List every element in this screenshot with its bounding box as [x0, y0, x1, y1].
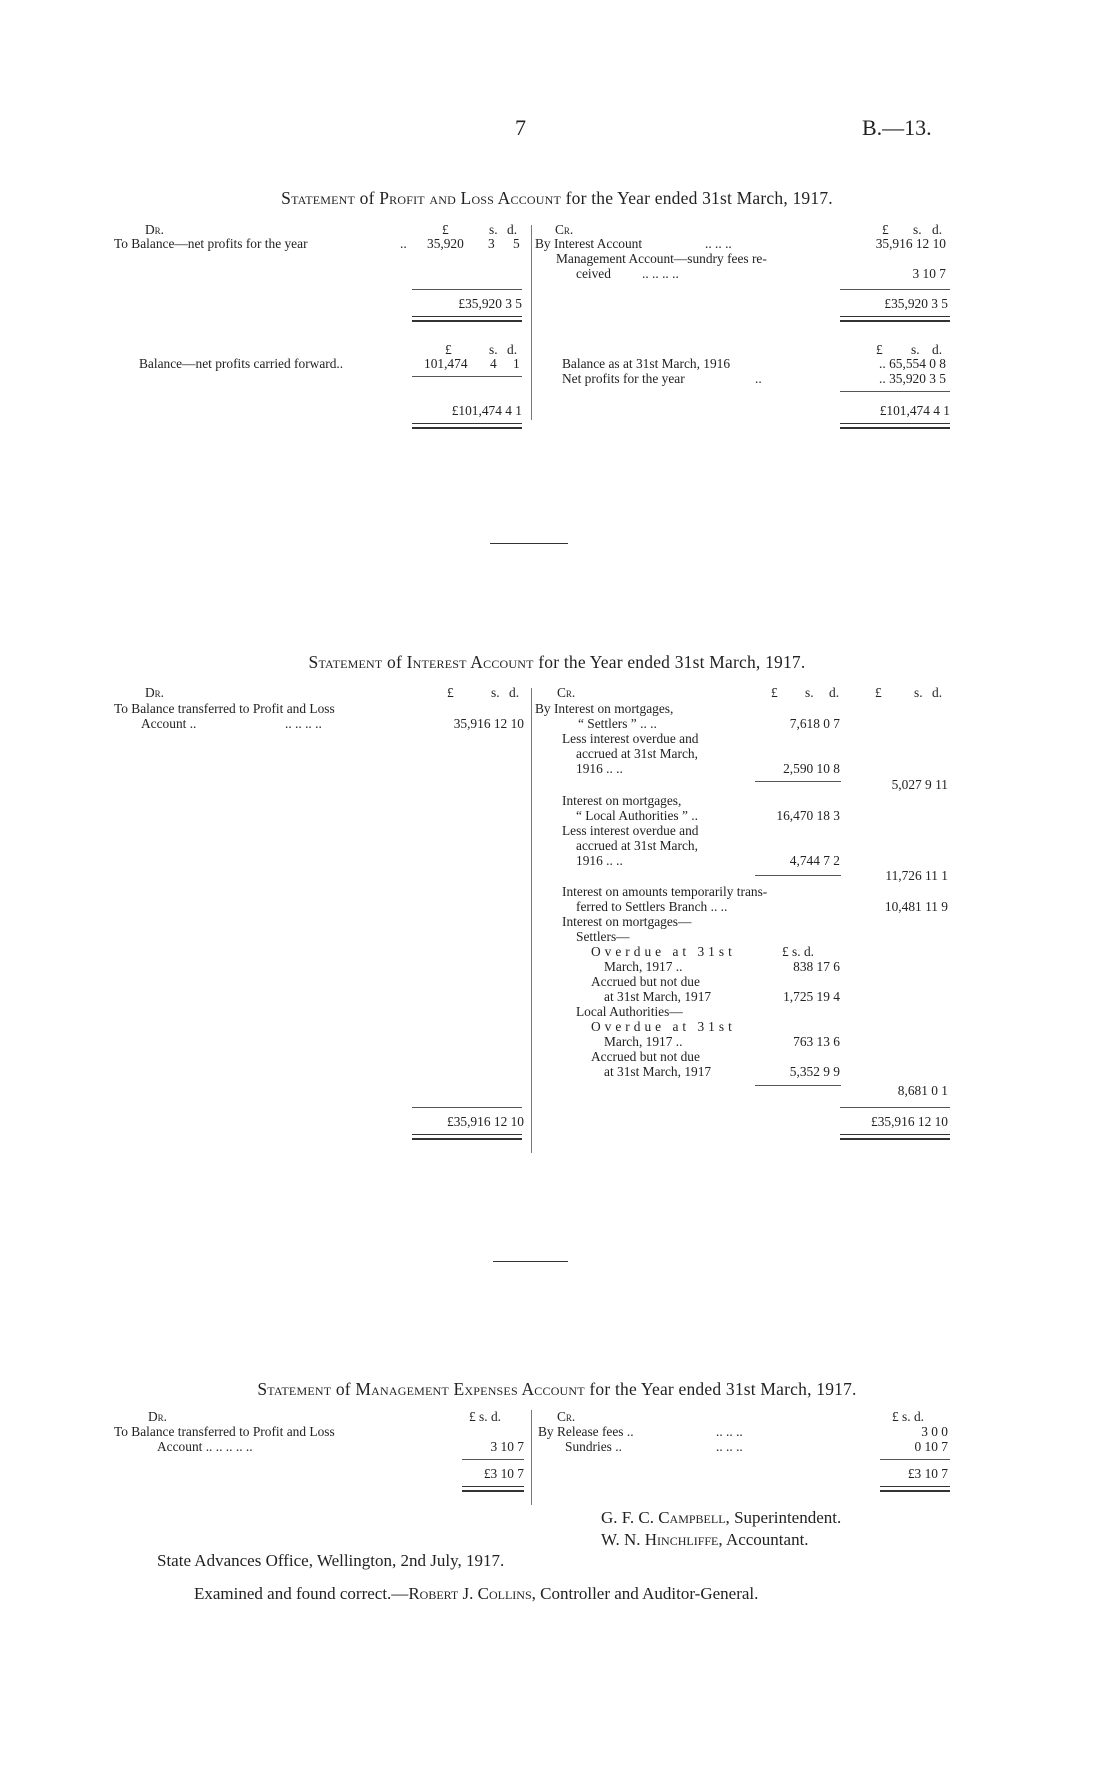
dr-total: £3 10 7 [483, 1466, 524, 1481]
title-word: Statement [281, 188, 356, 208]
col-pound: £ [445, 342, 452, 357]
cr-line: March, 1917 .. [604, 959, 683, 974]
cr-line: Local Authorities— [576, 1004, 683, 1019]
cr-entry-amount: .. 35,920 3 5 [879, 371, 946, 386]
cr-line: “ Settlers ” .. .. [578, 716, 657, 731]
dr-label: Dr. [145, 222, 165, 237]
cr-amount: 16,470 18 3 [776, 808, 840, 823]
total-rule [412, 423, 522, 429]
section-separator [493, 1261, 568, 1262]
cr-amount: 2,590 10 8 [783, 761, 840, 776]
cr-line: Accrued but not due [591, 1049, 700, 1064]
title-word: Profit and Loss Account [379, 188, 562, 208]
cr-entry-dots: .. .. .. [705, 236, 732, 251]
col-s: s. [911, 342, 920, 357]
dr-entry-pounds: 101,474 [424, 356, 468, 371]
cr-entry-label: By Interest Account [535, 236, 643, 251]
sum-rule [412, 289, 522, 290]
cr-total: £3 10 7 [907, 1466, 948, 1481]
sum-rule [755, 1085, 841, 1086]
dr-entry-label: To Balance transferred to Profit and Loss [114, 701, 335, 716]
total-rule [840, 423, 950, 429]
auditor-line [194, 1584, 758, 1604]
col-s: s. [805, 685, 814, 700]
col-pound: £ [875, 685, 882, 700]
cr-subtotal: 5,027 9 11 [891, 777, 948, 792]
cr-subtotal: 10,481 11 9 [884, 899, 948, 914]
cr-label: Cr. [557, 685, 576, 700]
auditor-name: Robert J. Collins, [408, 1584, 536, 1603]
signature-accountant [601, 1530, 809, 1550]
dr-entry-amount: 3 10 7 [490, 1439, 524, 1454]
cr-subcolumn-head: £ s. d. [782, 944, 814, 959]
dr-entry-pence: 1 [513, 356, 520, 371]
total-rule [880, 1486, 950, 1492]
dr-label: Dr. [145, 685, 165, 700]
cr-total: £35,916 12 10 [871, 1114, 948, 1129]
cr-entry-dots: .. .. .. [716, 1424, 743, 1439]
sum-rule [755, 875, 841, 876]
signature-superintendent [601, 1508, 841, 1528]
dr-total: £101,474 4 1 [451, 403, 522, 418]
page-number: 7 [515, 115, 526, 140]
cr-subtotal: 11,726 11 1 [885, 868, 948, 883]
cr-line: at 31st March, 1917 [604, 989, 712, 1004]
column-divider [531, 225, 532, 420]
cr-line: Settlers— [576, 929, 630, 944]
col-s: s. [914, 685, 923, 700]
column-divider [531, 688, 532, 1153]
cr-entry-dots: .. .. .. [716, 1439, 743, 1454]
col-pound: £ [447, 685, 454, 700]
cr-entry-label: Net profits for the year [562, 371, 685, 386]
cr-entry-amount: .. 65,554 0 8 [879, 356, 946, 371]
col-d: d. [509, 685, 520, 700]
title-word: of [359, 188, 375, 208]
cr-line: Interest on mortgages— [562, 914, 692, 929]
cr-entry-amount: 3 0 0 [921, 1424, 948, 1439]
cr-entry-dots: .. [755, 371, 762, 386]
sum-rule [412, 376, 522, 377]
document-reference: B.—13. [862, 115, 932, 140]
cr-total: £35,920 3 5 [884, 296, 948, 311]
title-word: for the Year ended 31st March, 1917. [538, 652, 806, 672]
cr-label: Cr. [555, 222, 574, 237]
interest-title [0, 652, 1114, 673]
dr-entry-pence: 5 [513, 236, 520, 251]
total-rule [412, 316, 522, 322]
title-word: Statement [308, 652, 383, 672]
cr-line: accrued at 31st March, [576, 838, 698, 853]
total-rule [462, 1486, 524, 1492]
col-s: s. [491, 685, 500, 700]
col-pound: £ [771, 685, 778, 700]
cr-line: accrued at 31st March, [576, 746, 698, 761]
col-d: d. [932, 685, 943, 700]
total-rule [412, 1134, 522, 1140]
cr-line: Less interest overdue and [562, 823, 699, 838]
cr-line: ferred to Settlers Branch .. .. [576, 899, 728, 914]
col-d: d. [932, 342, 943, 357]
cr-line: 1916 .. .. [576, 853, 623, 868]
column-divider [531, 1410, 532, 1505]
cr-line: March, 1917 .. [604, 1034, 683, 1049]
col-head: £ s. d. [469, 1409, 501, 1424]
cr-entry-label: ceived [576, 266, 611, 281]
signatory-role: Superintendent. [734, 1508, 842, 1527]
cr-label: Cr. [557, 1409, 576, 1424]
cr-amount: 4,744 7 2 [789, 853, 840, 868]
cr-total: £101,474 4 1 [879, 403, 950, 418]
cr-amount: 838 17 6 [793, 959, 840, 974]
cr-entry-label: Management Account—sundry fees re- [556, 251, 767, 266]
col-pound: £ [876, 342, 883, 357]
section-separator [490, 543, 568, 544]
col-d: d. [507, 222, 518, 237]
sum-rule [840, 1107, 950, 1108]
cr-amount: 1,725 19 4 [783, 989, 840, 1004]
cr-line: Overdue at 31st [591, 1019, 736, 1034]
dr-total: £35,916 12 10 [447, 1114, 524, 1129]
cr-line: Accrued but not due [591, 974, 700, 989]
cr-line: Less interest overdue and [562, 731, 699, 746]
signatory-name: G. F. C. Campbell, [601, 1508, 730, 1527]
cr-line: Overdue at 31st [591, 944, 736, 959]
dr-entry-label: Balance—net profits carried forward.. [139, 356, 344, 371]
col-d: d. [829, 685, 840, 700]
col-d: d. [932, 222, 943, 237]
management-title [0, 1379, 1114, 1400]
cr-entry-amount: 0 10 7 [914, 1439, 948, 1454]
cr-entry-label: By Release fees .. [538, 1424, 634, 1439]
dr-entry-amount: 35,916 12 10 [453, 716, 524, 731]
cr-subtotal: 8,681 0 1 [897, 1083, 948, 1098]
sum-rule [462, 1459, 524, 1460]
sum-rule [840, 391, 950, 392]
title-word: Statement [257, 1379, 332, 1399]
cr-line: “ Local Authorities ” .. [576, 808, 698, 823]
total-rule [840, 316, 950, 322]
dr-entry-pounds: 35,920 [427, 236, 464, 251]
total-rule [840, 1134, 950, 1140]
col-s: s. [489, 222, 498, 237]
dr-label: Dr. [148, 1409, 168, 1424]
title-word: Interest Account [406, 652, 534, 672]
col-s: s. [489, 342, 498, 357]
col-s: s. [913, 222, 922, 237]
dr-total: £35,920 3 5 [458, 296, 522, 311]
dr-entry-label: Account .. [141, 716, 197, 731]
col-d: d. [507, 342, 518, 357]
cr-entry-amount: 35,916 12 10 [875, 236, 946, 251]
sum-rule [412, 1107, 522, 1108]
dr-entry-label: To Balance—net profits for the year [114, 236, 308, 251]
signatory-name: W. N. Hinchliffe, [601, 1530, 723, 1549]
col-pound: £ [442, 222, 449, 237]
title-word: for the Year ended 31st March, 1917. [589, 1379, 857, 1399]
examined-text: Examined and found correct.— [194, 1584, 409, 1603]
dr-entry-label: Account .. .. .. .. .. [157, 1439, 253, 1454]
cr-entry-amount: 3 10 7 [912, 266, 946, 281]
dr-entry-dots: .. .. .. .. [285, 716, 322, 731]
dr-entry-shillings: 4 [490, 356, 497, 371]
cr-entry-label: Balance as at 31st March, 1916 [562, 356, 731, 371]
cr-line: Interest on mortgages, [562, 793, 682, 808]
cr-line: Interest on amounts temporarily trans- [562, 884, 768, 899]
dr-entry-shillings: 3 [488, 236, 495, 251]
dr-entry-label: To Balance transferred to Profit and Loss [114, 1424, 335, 1439]
cr-line: By Interest on mortgages, [535, 701, 674, 716]
profit-loss-title [0, 188, 1114, 209]
office-date-line: State Advances Office, Wellington, 2nd July, 1917. [157, 1551, 505, 1570]
cr-amount: 763 13 6 [793, 1034, 840, 1049]
title-word: of [387, 652, 402, 672]
col-pound: £ [882, 222, 889, 237]
sum-rule [880, 1459, 950, 1460]
col-head: £ s. d. [892, 1409, 924, 1424]
sum-rule [755, 781, 841, 782]
cr-amount: 5,352 9 9 [789, 1064, 840, 1079]
sum-rule [840, 289, 950, 290]
cr-amount: 7,618 0 7 [789, 716, 840, 731]
dr-entry-dots: .. [400, 236, 407, 251]
signatory-role: Accountant. [725, 1530, 809, 1549]
auditor-role: Controller and Auditor-General. [540, 1584, 759, 1603]
title-word: Management Expenses Account [355, 1379, 585, 1399]
cr-line: at 31st March, 1917 [604, 1064, 712, 1079]
cr-entry-dots: .. .. .. .. [642, 266, 679, 281]
title-word: for the Year ended 31st March, 1917. [565, 188, 833, 208]
cr-line: 1916 .. .. [576, 761, 623, 776]
title-word: of [335, 1379, 351, 1399]
cr-entry-label: Sundries .. [565, 1439, 622, 1454]
